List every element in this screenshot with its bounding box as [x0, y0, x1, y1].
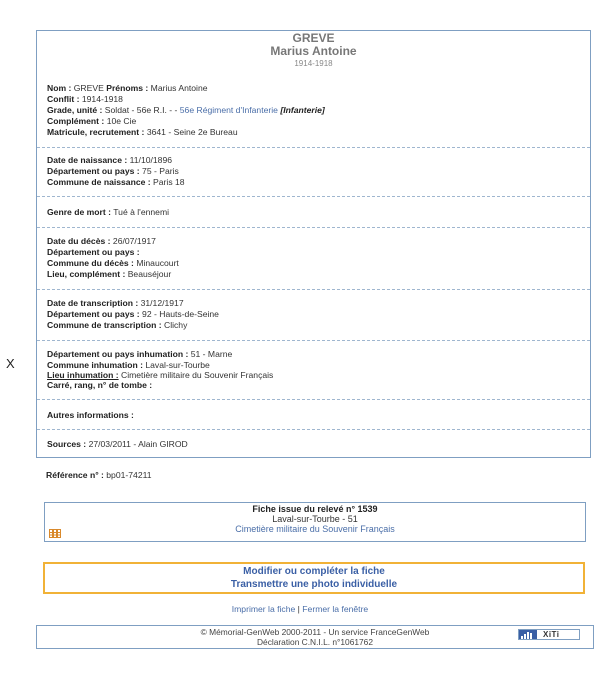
matricule-value: 3641 - Seine 2e Bureau	[146, 127, 238, 137]
grade-row	[47, 105, 325, 115]
death-place-label: Lieu, complément :	[47, 269, 126, 279]
transcription-commune-value: Clichy	[163, 320, 188, 330]
table-icon[interactable]	[49, 529, 61, 538]
transcription-dept-row	[47, 309, 219, 319]
birth-date-label: Date de naissance :	[47, 155, 128, 165]
nom-label: Nom :	[47, 83, 72, 93]
conflit-row	[47, 94, 123, 104]
contribute-box	[43, 562, 585, 594]
death-type-row	[47, 207, 169, 217]
death-dept-row	[47, 247, 140, 257]
burial-dept-value: 51 - Marne	[190, 349, 233, 359]
section-divider	[37, 289, 590, 290]
death-place-value: Beauséjour	[127, 269, 172, 279]
transcription-dept-value: 92 - Hauts-de-Seine	[142, 309, 219, 319]
given-names-title: Marius Antoine	[270, 44, 357, 58]
sources-value: 27/03/2011 - Alain GIROD	[88, 439, 188, 449]
conflict-years: 1914-1918	[294, 59, 333, 68]
prenoms-value: Marius Antoine	[150, 83, 208, 93]
reference-label: Référence n° :	[46, 470, 104, 480]
transcription-commune-label: Commune de transcription :	[47, 320, 162, 330]
xiti-badge[interactable]	[518, 629, 580, 640]
section-divider	[37, 429, 590, 430]
reference-value: bp01-74211	[106, 470, 152, 480]
burial-commune-row	[47, 360, 210, 370]
transcription-date-row	[47, 298, 184, 308]
birth-commune-value: Paris 18	[153, 177, 185, 187]
surname-title: GREVE	[292, 31, 335, 45]
nom-row	[47, 83, 208, 93]
death-date-row	[47, 236, 156, 246]
burial-dept-row	[47, 349, 232, 359]
death-dept-label: Département ou pays :	[47, 247, 140, 257]
grade-label: Grade, unité :	[47, 105, 103, 115]
modify-record-link[interactable]: Modifier ou compléter la fiche	[243, 566, 385, 577]
record-card	[36, 30, 591, 458]
conflit-value: 1914-1918	[81, 94, 123, 104]
transcription-dept-label: Département ou pays :	[47, 309, 140, 319]
burial-place-row	[47, 370, 273, 380]
complement-value: 10e Cie	[106, 116, 137, 126]
grade-value: Soldat - 56e R.I. - -	[104, 105, 178, 115]
matricule-label: Matricule, recrutement :	[47, 127, 145, 137]
margin-x-mark: X	[6, 356, 15, 371]
death-type-label: Genre de mort :	[47, 207, 111, 217]
sources-row	[47, 439, 188, 449]
transcription-date-label: Date de transcription :	[47, 298, 139, 308]
other-info-row	[47, 410, 134, 420]
releve-cemetery-link[interactable]: Cimetière militaire du Souvenir Français	[235, 524, 395, 534]
death-commune-value: Minaucourt	[136, 258, 179, 268]
birth-dept-value: 75 - Paris	[142, 166, 179, 176]
prenoms-label: Prénoms :	[106, 83, 149, 93]
link-separator: |	[297, 604, 300, 614]
birth-dept-row	[47, 166, 179, 176]
burial-grave-row	[47, 380, 152, 390]
burial-dept-label: Département ou pays inhumation :	[47, 349, 189, 359]
birth-dept-label: Département ou pays :	[47, 166, 140, 176]
birth-date-row	[47, 155, 172, 165]
birth-commune-row	[47, 177, 185, 187]
death-commune-row	[47, 258, 179, 268]
regiment-link[interactable]: 56e Régiment d'Infanterie	[179, 105, 278, 115]
complement-label: Complément :	[47, 116, 105, 126]
section-divider	[37, 340, 590, 341]
xiti-label: XiTi	[543, 629, 560, 639]
footer-copyright: © Mémorial-GenWeb 2000-2011 - Un service FranceGenWeb	[200, 627, 430, 637]
transcription-date-value: 31/12/1917	[140, 298, 184, 308]
complement-row	[47, 116, 136, 126]
conflit-label: Conflit :	[47, 94, 80, 104]
burial-grave-label: Carré, rang, n° de tombe :	[47, 380, 153, 390]
section-divider	[37, 227, 590, 228]
birth-date-value: 11/10/1896	[129, 155, 173, 165]
stats-bars-icon	[519, 630, 537, 639]
death-date-value: 26/07/1917	[112, 236, 156, 246]
reference-row	[46, 470, 152, 480]
birth-commune-label: Commune de naissance :	[47, 177, 151, 187]
burial-place-value: Cimetière militaire du Souvenir Français	[121, 370, 274, 380]
nom-value: GREVE	[73, 83, 104, 93]
bottom-links	[0, 604, 600, 614]
death-type-value: Tué à l'ennemi	[113, 207, 170, 217]
death-commune-label: Commune du décès :	[47, 258, 134, 268]
sources-label: Sources :	[47, 439, 87, 449]
releve-place: Laval-sur-Tourbe - 51	[272, 514, 358, 524]
section-divider	[37, 399, 590, 400]
footer	[36, 625, 594, 649]
transcription-commune-row	[47, 320, 187, 330]
footer-cnil: Déclaration C.N.I.L. n°1061762	[256, 637, 373, 647]
releve-box	[44, 502, 586, 542]
print-link[interactable]: Imprimer la fiche	[231, 604, 296, 614]
burial-commune-label: Commune inhumation :	[47, 360, 143, 370]
send-photo-link[interactable]: Transmettre une photo individuelle	[230, 579, 398, 590]
burial-commune-value: Laval-sur-Tourbe	[145, 360, 210, 370]
close-window-link[interactable]: Fermer la fenêtre	[302, 604, 369, 614]
section-divider	[37, 196, 590, 197]
death-place-row	[47, 269, 171, 279]
record-header	[37, 32, 590, 68]
arm-type: [Infanterie]	[280, 105, 325, 115]
releve-title: Fiche issue du relevé n° 1539	[252, 504, 378, 514]
section-divider	[37, 147, 590, 148]
burial-place-label: Lieu inhumation :	[47, 370, 119, 380]
matricule-row	[47, 127, 238, 137]
other-info-label: Autres informations :	[47, 410, 134, 420]
death-date-label: Date du décès :	[47, 236, 111, 246]
